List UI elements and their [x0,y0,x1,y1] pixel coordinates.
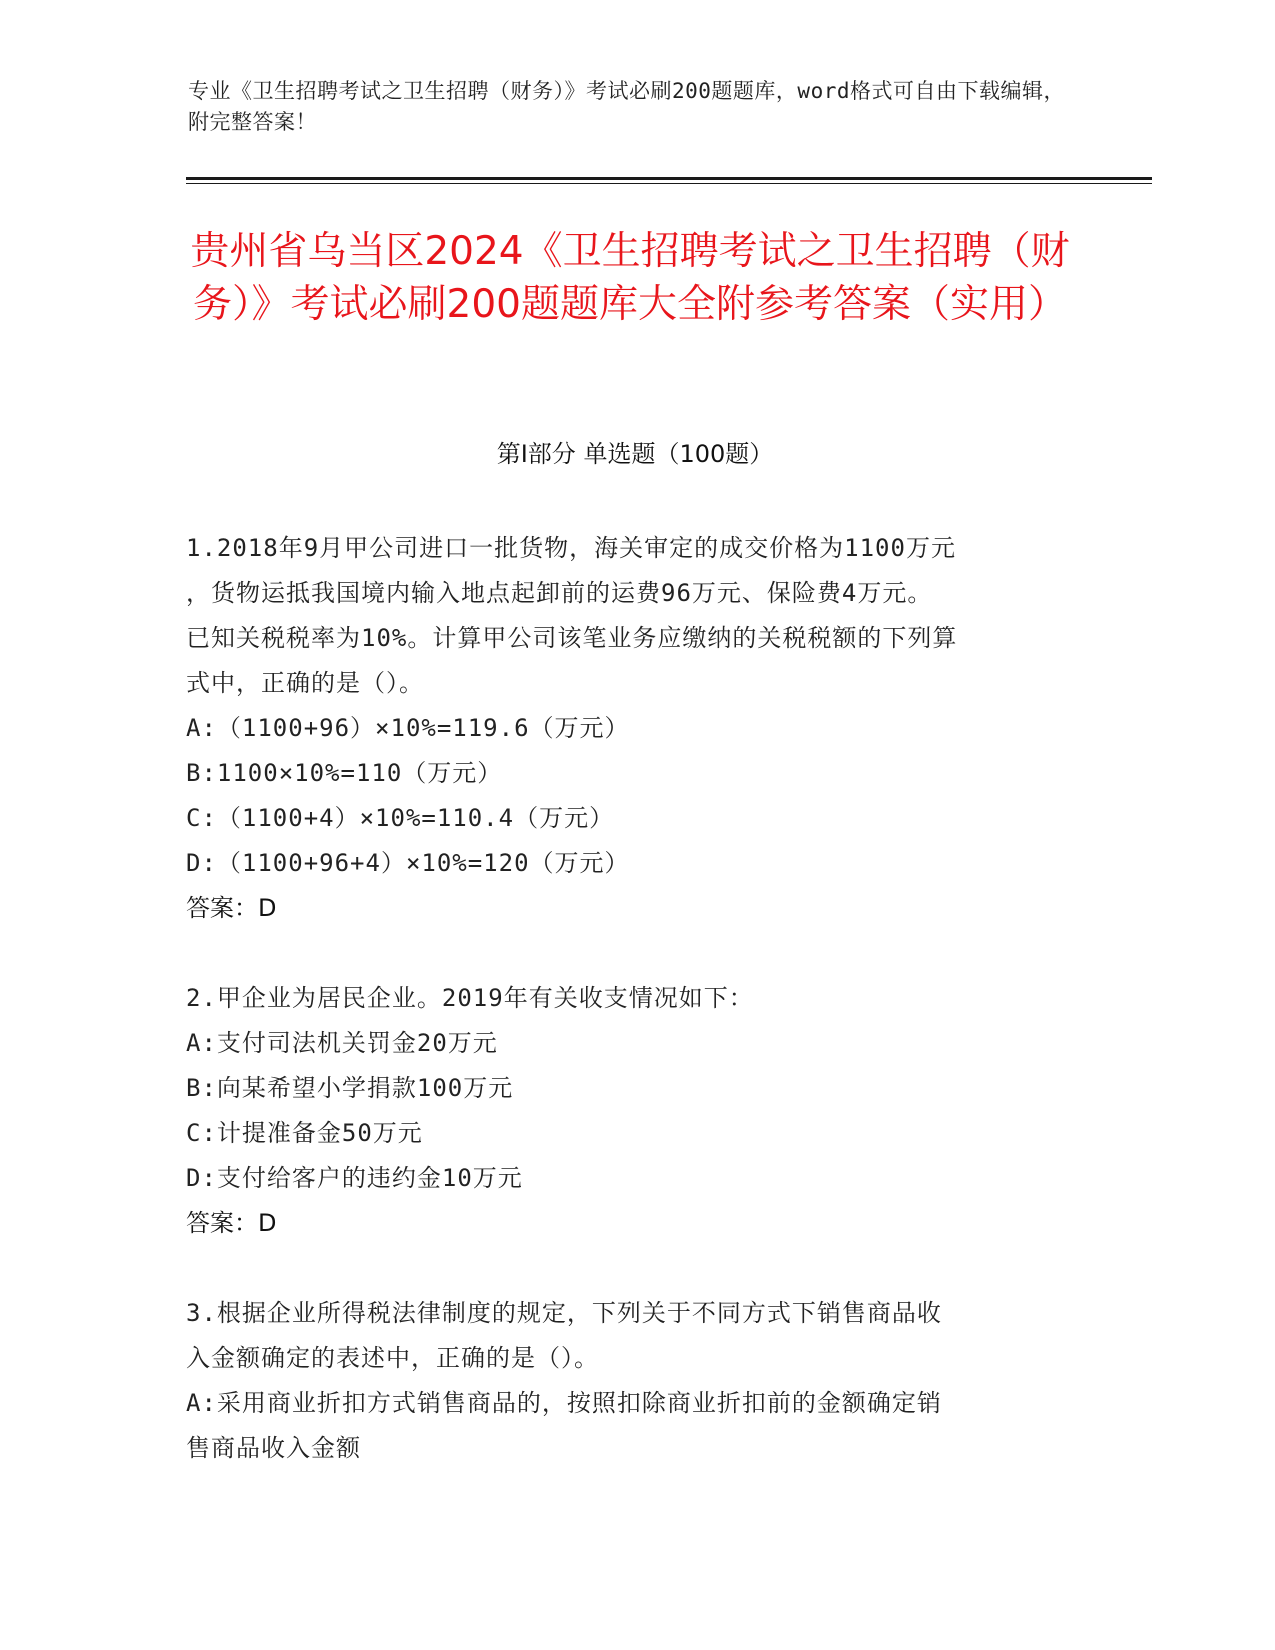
question-stem-line: 3.根据企业所得税法律制度的规定，下列关于不同方式下销售商品收 [186,1299,942,1327]
header-divider-thick [186,177,1152,180]
option-a: A:（1100+96）×10%=119.6（万元） [186,714,630,742]
option-b: B:向某希望小学捐款100万元 [186,1074,514,1102]
question-2 [186,976,1086,1246]
option-a: A:支付司法机关罚金20万元 [186,1029,498,1057]
question-stem-line: 式中，正确的是（）。 [186,669,424,697]
question-1 [186,526,1086,931]
header-note: 专业《卫生招聘考试之卫生招聘（财务）》考试必刷200题题库，word格式可自由下载编辑，附完整答案！ [188,79,1065,134]
document-title: 贵州省乌当区2024《卫生招聘考试之卫生招聘（财务）》考试必刷200题题库大全附参考答案（实用） [190,229,1070,327]
option-d: D:（1100+96+4）×10%=120（万元） [186,849,630,877]
option-a: A:采用商业折扣方式销售商品的，按照扣除商业折扣前的金额确定销 [186,1389,942,1417]
option-c: C:计提准备金50万元 [186,1119,423,1147]
question-3 [186,1291,1086,1471]
section-heading: 第I部分 单选题（100题） [496,440,774,468]
header-divider-thin [186,183,1152,184]
question-stem-line: 2.甲企业为居民企业。2019年有关收支情况如下： [186,984,754,1012]
question-stem-line: ，货物运抵我国境内输入地点起卸前的运费96万元、保险费4万元。 [186,579,933,607]
answer-line: 答案：D [186,1209,277,1237]
option-d: D:支付给客户的违约金10万元 [186,1164,523,1192]
answer-line: 答案：D [186,894,277,922]
question-stem-line: 入金额确定的表述中，正确的是（）。 [186,1344,599,1372]
question-stem-line: 1.2018年9月甲公司进口一批货物，海关审定的成交价格为1100万元 [186,534,956,562]
question-list [186,526,1086,1516]
option-c: C:（1100+4）×10%=110.4（万元） [186,804,615,832]
option-b: B:1100×10%=110（万元） [186,759,503,787]
question-stem-line: 已知关税税率为10%。计算甲公司该笔业务应缴纳的关税税额的下列算 [186,624,958,652]
option-a-continued: 售商品收入金额 [186,1434,361,1462]
